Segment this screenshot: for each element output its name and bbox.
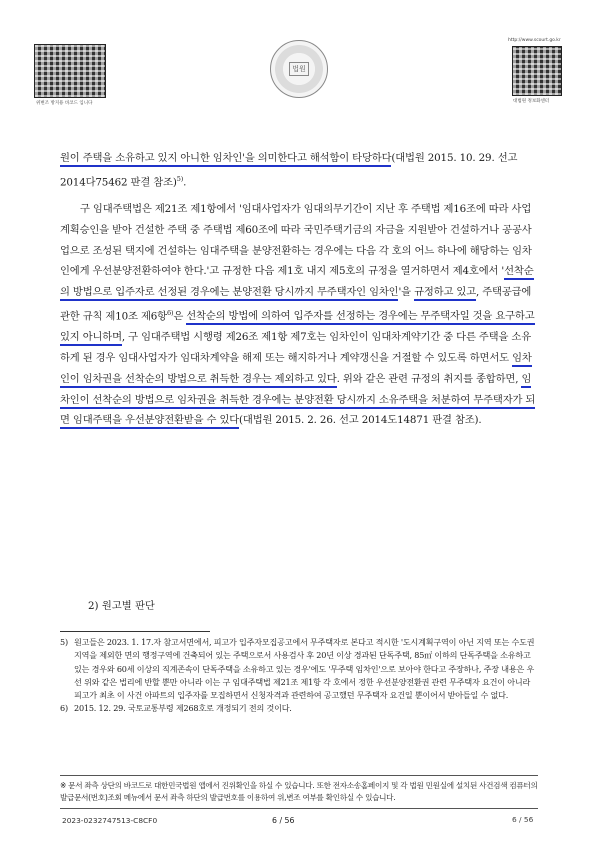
barcode-left [34,44,106,98]
underlined-text: 원이 주택을 소유하고 있지 아니한 임차인'을 의미한다고 해석함이 타당하다 [60,152,391,167]
body-text-segment: (대법원 2015. 2. 26. 선고 2014도14871 판결 참조). [239,414,482,427]
judgment-body [60,148,538,431]
footnote-number: 6) [60,703,68,714]
seal-text: 법원 [289,62,309,76]
underlined-text: 선착순의 방법으로 입주자로 선정된 경우에는 분양전환 당시까지 무주택자인 임차인 [60,265,534,301]
footnote-ref: 6) [166,309,174,317]
body-text-segment: 은 [173,310,187,323]
qr-code [512,46,562,96]
body-text-segment: (대법원 2015. 10. 29. 선고 2014다75462 판결 참조) [60,152,518,189]
footnotes [60,636,538,716]
body-text-segment: 구 임대주택법은 제21조 제1항에서 '임대사업자가 임대의무기간이 지난 후 주택법 제16조에 따라 사업계획승인을 받아 건설한 주택 중 주택법 제60조에 따라 국민주택기금의 자금을 지원받아 건설하거나 공공사업으로 조성된 택지에 건설하는 임대주택을 분양전환하는 경우에는 다음 각 호의 어느 하나에 해당하는 임차인에게 우선분양전환하여야 한다.'고 규정한 다음 제1호 내지 제5호의 규정을 열거하면서 제4호에서 ' [60,203,532,278]
body-text-segment: , 주택공급에 관한 규칙 제10조 제6항 [60,286,532,323]
footnote-divider [60,631,210,632]
body-text-segment: . 위와 같은 관련 규정의 취지를 종합하면, [336,372,522,385]
subheading: 2) 원고별 판단 [88,600,155,612]
paragraph-legal-analysis [60,199,538,431]
document-id: 2023-0232747513-C8CF0 [62,816,158,825]
footnote-number: 5) [60,637,68,647]
court-seal [270,40,328,98]
underlined-text: 선착순의 방법에 의하여 입주자를 선정하는 경우에는 무주택자일 것을 요구하고 있지 아니하며 [60,310,535,346]
footnote-item [60,636,538,702]
underlined-text: 임차인이 선착순의 방법으로 임차권을 취득한 경우에는 분양전환 당시까지 소유주택을 처분하여 무주택자가 되면 임대주택을 우선분양전환받을 수 있다 [60,373,535,430]
footnote-text: 2015. 12. 29. 국토교통부령 제268호로 개정되기 전의 것이다. [74,703,292,714]
underlined-text: 규정하고 있고 [414,286,476,301]
page-number-right: 6 / 56 [512,815,534,824]
underlined-text: 임차인이 임차권을 선착순의 방법으로 취득한 경우는 제외하고 있다 [60,352,532,388]
page-number: 6 / 56 [272,816,295,825]
qr-caption: 대법원 정보화센터 [513,99,550,104]
verification-notice: ※ 문서 좌측 상단의 바코드로 대한민국법원 앱에서 진위확인을 하실 수 있습니다. 또한 전자소송홈페이지 및 각 법원 민원실에 설치된 사건검색 컴퓨터의 발급문서(번호)조회 메뉴에서 문서 좌측 하단의 발급번호를 이용하여 위,변조 여부를 확인하실 수 있습니다. [60,775,538,809]
footnote-ref: 5) [176,174,184,183]
barcode-caption: 위변조 방지용 바코드 입니다 [36,101,93,106]
footnote-item [60,702,538,715]
paragraph-continuation [60,148,538,193]
court-url: http://www.scourt.go.kr [508,38,561,43]
body-text-segment: . [183,176,187,189]
body-text-segment: , 구 임대주택법 시행령 제26조 제1항 제7호는 임차인이 임대차계약기간 중 다른 주택을 소유하게 된 경우 임대사업자가 임대차계약을 해제 또는 해지하거나 계약갱신을 거절할 수 있도록 하면서도 [60,331,531,365]
body-text-segment: '을 [398,286,415,299]
footnote-text: 원고들은 2023. 1. 17.자 참고서면에서, 피고가 입주자모집공고에서 무주택자로 본다고 적시한 '도시계획구역이 아닌 지역 또는 수도권지역을 제외한 면의 행정구역에 건축되어 있는 주택으로서 사용검사 후 20년 이상 경과된 단독주택, 85㎡ 이하의 단독주택을 소유하고 있는 경우와 60세 이상의 직계존속이 단독주택을 소유하고 있는 경우'에도 '무주택 임차인'으로 보아야 한다고 주장하나, 주장 내용은 우선 위와 같은 법리에 반할 뿐만 아니라 이는 구 임대주택법 제21조 제1항 각 호에서 정한 우선분양전환권 관련 무주택자 요건이 아니라 피고가 최초 이 사건 아파트의 입주자를 모집하면서 신청자격과 관련하여 공고했던 무주택자 요건일 뿐이어서 받아들일 수 없다. [74,637,535,701]
